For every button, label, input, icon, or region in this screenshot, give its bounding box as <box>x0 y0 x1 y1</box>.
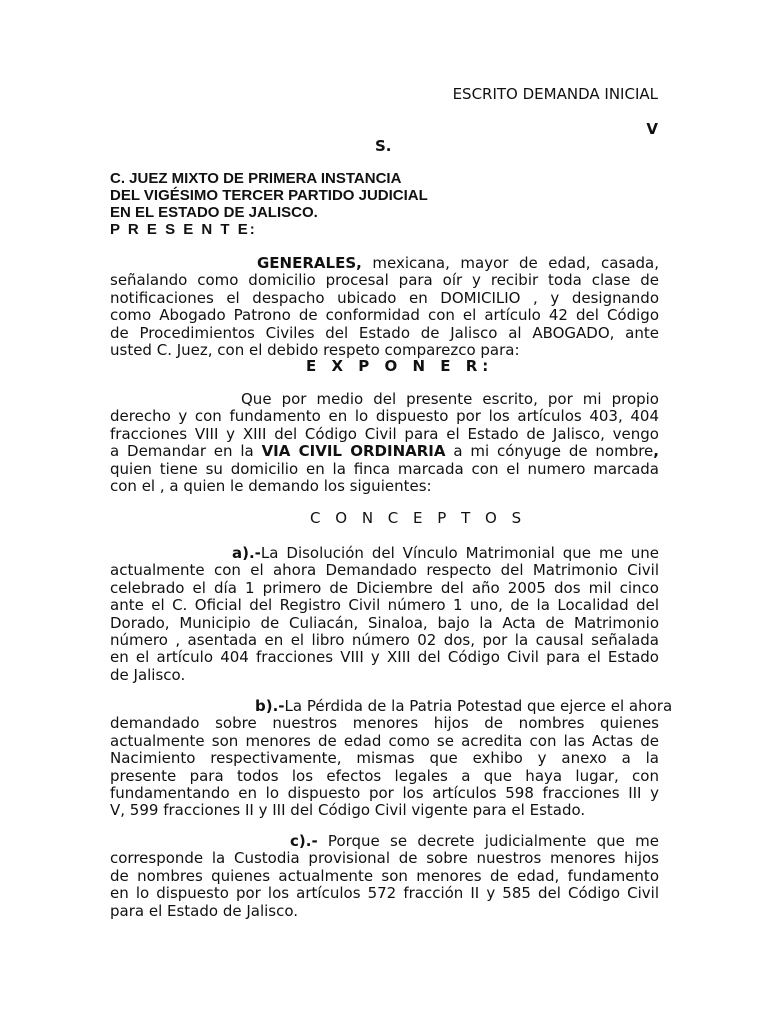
concepto-c-line: corresponde la Custodia provisional de sobre nuestros menores hijos <box>110 849 659 868</box>
concepto-a-line: de Jalisco. <box>110 665 186 684</box>
concepto-b-line: presente para todos los efectos legales a que haya lugar, con <box>110 766 659 785</box>
exponer-line-4a: a Demandar en la <box>110 442 262 461</box>
concepto-b-line-1-text: La Pérdida de la Patria Potestad que ejerce el ahora <box>284 697 673 715</box>
concepto-c-line-1-text: Porque se decrete judicialmente que me <box>317 832 659 850</box>
addressee-line: C. JUEZ MIXTO DE PRIMERA INSTANCIA <box>110 170 402 187</box>
concepto-a-line: número , asentada en el libro número 02 dos, por la causal señalada <box>110 631 659 650</box>
addressee-line: EN EL ESTADO DE JALISCO. <box>110 204 318 221</box>
intro-line: señalando como domicilio procesal para oír y recibir toda clase de <box>110 271 659 290</box>
vs-s: S. <box>375 137 392 155</box>
intro-paragraph <box>110 255 659 359</box>
exponer-line: Que por medio del presente escrito, por mi propio <box>241 390 659 408</box>
intro-line: como Abogado Patrono de conformidad con el artículo 42 del Código <box>110 306 659 325</box>
exponer-line: quien tiene su domicilio en la finca marcada con el numero marcada <box>110 459 659 478</box>
exponer-heading: E X P O N E R: <box>306 357 494 375</box>
exponer-paragraph <box>110 391 659 495</box>
concepto-a-line: Dorado, Municipio de Culiacán, Sinaloa, bajo la Acta de Matrimonio <box>110 613 659 632</box>
concepto-b-line: V, 599 fracciones II y III del Código Civil vigente para el Estado. <box>110 801 586 820</box>
document-title: ESCRITO DEMANDA INICIAL <box>452 85 658 103</box>
concepto-b-line: demandado sobre nuestros menores hijos de nombres quienes <box>110 714 659 733</box>
concepto-b-line: Nacimiento respectivamente, mismas que exhibo y anexo a la <box>110 749 659 768</box>
concepto-b-line: actualmente son menores de edad como se acredita con las Actas de <box>110 731 659 750</box>
exponer-line: derecho y con fundamento en lo dispuesto por los artículos 403, 404 <box>110 407 659 426</box>
concepto-a-line: actualmente con el ahora Demandado respecto del Matrimonio Civil <box>110 561 659 580</box>
exponer-line-4 <box>110 443 659 460</box>
concepto-b-paragraph <box>110 697 673 820</box>
intro-line-1 <box>110 255 659 272</box>
concepto-a-line-1-text: La Disolución del Vínculo Matrimonial que me une <box>260 544 659 562</box>
intro-line: usted C. Juez, con el debido respeto comparezco para: <box>110 341 520 360</box>
via-civil-ordinaria: VIA CIVIL ORDINARIA <box>261 442 446 461</box>
generales-label: GENERALES, <box>257 254 362 272</box>
intro-line: notificaciones el despacho ubicado en DOMICILIO , y designando <box>110 288 659 307</box>
concepto-a-line-1 <box>110 545 659 562</box>
concepto-b-line-1 <box>110 697 673 715</box>
concepto-c-line: para el Estado de Jalisco. <box>110 901 299 920</box>
concepto-a-line: celebrado el día 1 primero de Diciembre del año 2005 dos mil cinco <box>110 578 659 597</box>
concepto-a-line: ante el C. Oficial del Registro Civil número 1 uno, de la Localidad del <box>110 596 659 615</box>
conceptos-heading: C O N C E P T O S <box>310 509 527 527</box>
intro-line-1-text: mexicana, mayor de edad, casada, <box>361 254 659 272</box>
exponer-line-4d: , <box>653 442 659 461</box>
concepto-b-label: b).- <box>255 697 285 715</box>
concepto-a-label: a).- <box>232 544 261 562</box>
concepto-c-label: c).- <box>290 832 318 850</box>
concepto-c-line-1 <box>110 833 659 850</box>
concepto-a-line: en el artículo 404 fracciones VIII y XIII del Código Civil para el Estado <box>110 648 659 667</box>
concepto-a-paragraph <box>110 545 659 684</box>
exponer-line: con el , a quien le demando los siguientes: <box>110 477 432 496</box>
concepto-b-line: fundamentando en lo dispuesto por los artículos 598 fracciones III y <box>110 784 659 803</box>
concepto-c-line: en lo dispuesto por los artículos 572 fracción II y 585 del Código Civil <box>110 884 659 903</box>
exponer-line: fracciones VIII y XIII del Código Civil para el Estado de Jalisco, vengo <box>110 424 659 443</box>
vs-v: V <box>646 120 658 138</box>
presente-heading: P R E S E N T E: <box>110 221 257 238</box>
exponer-line-4c: a mi cónyuge de nombre <box>445 442 654 461</box>
addressee-line: DEL VIGÉSIMO TERCER PARTIDO JUDICIAL <box>110 187 428 204</box>
concepto-c-paragraph <box>110 833 659 920</box>
concepto-c-line: de nombres quienes actualmente son menores de edad, fundamento <box>110 866 659 885</box>
intro-line: de Procedimientos Civiles del Estado de Jalisco al ABOGADO, ante <box>110 323 659 342</box>
